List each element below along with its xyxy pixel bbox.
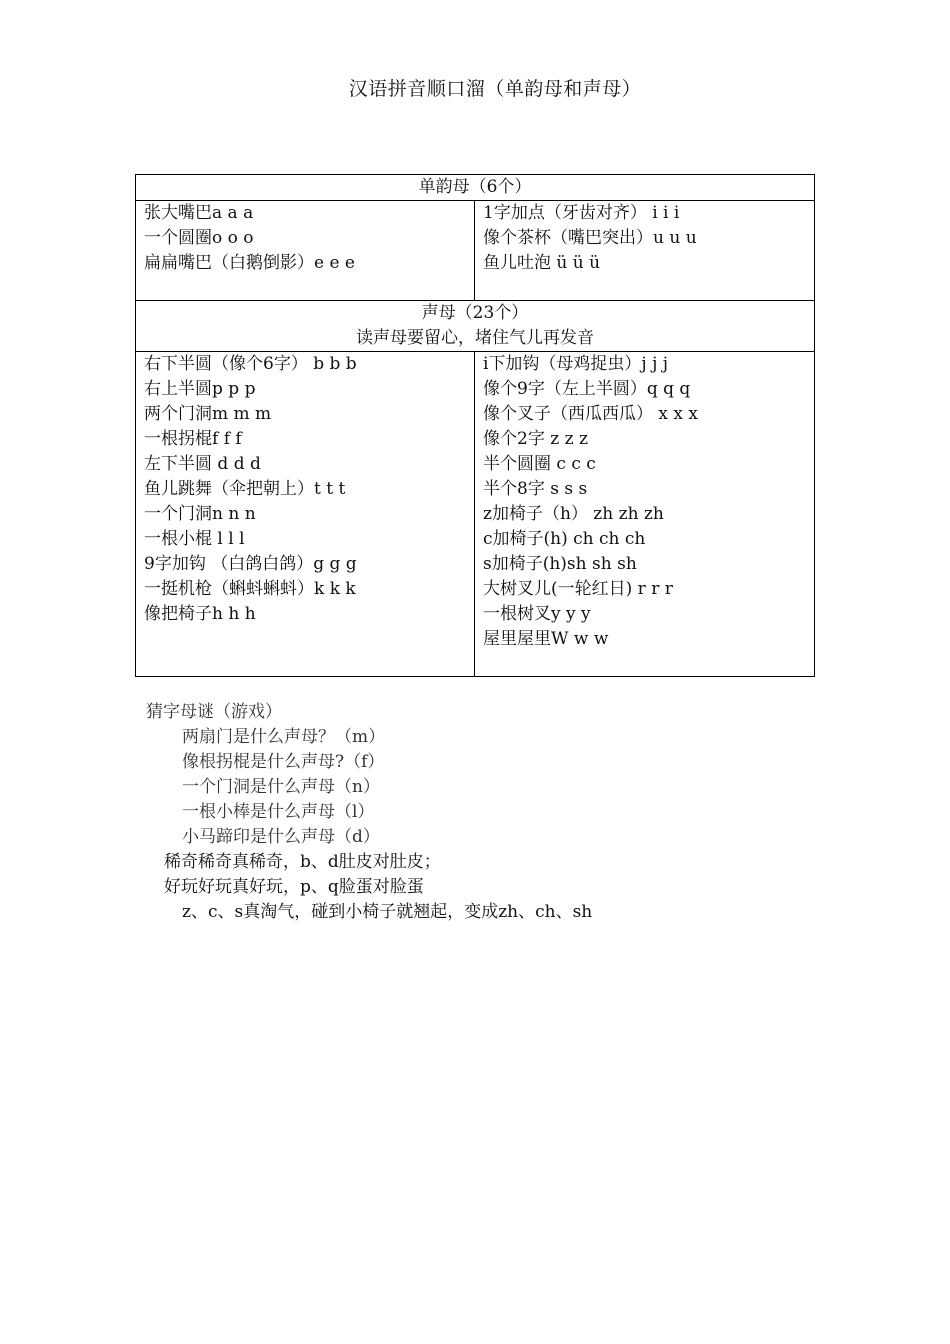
vowels-left-column bbox=[136, 201, 475, 300]
consonants-header-subtitle: 读声母要留心，堵住气儿再发音 bbox=[356, 328, 594, 348]
vowel-line: 1字加点（牙齿对齐） i i i bbox=[483, 203, 680, 223]
game-heading: 猜字母谜（游戏） bbox=[146, 702, 282, 722]
vowel-line: 像个茶杯（嘴巴突出）u u u bbox=[483, 228, 697, 248]
rhymes-section bbox=[164, 850, 592, 925]
consonant-line: 半个圆圈 c c c bbox=[483, 454, 596, 474]
consonant-line: z加椅子（h） zh zh zh bbox=[483, 504, 664, 524]
consonant-line: 右上半圆p p p bbox=[144, 379, 256, 399]
consonant-line: 一挺机枪（蝌蚪蝌蚪）k k k bbox=[144, 579, 356, 599]
consonant-line: 一根拐棍f f f bbox=[144, 429, 242, 449]
pinyin-table bbox=[135, 174, 815, 677]
consonants-row bbox=[136, 352, 814, 676]
riddle-line: 像根拐棍是什么声母?（f） bbox=[182, 752, 385, 772]
consonant-line: c加椅子(h) ch ch ch bbox=[483, 529, 646, 549]
consonants-right-column bbox=[475, 352, 814, 676]
rhyme-line: z、c、s真淘气，碰到小椅子就翘起，变成zh、ch、sh bbox=[182, 902, 593, 922]
vowel-line: 一个圆圈o o o bbox=[144, 228, 254, 248]
vowel-line: 张大嘴巴a a a bbox=[144, 203, 254, 223]
rhyme-line: 好玩好玩真好玩，p、q脸蛋对脸蛋 bbox=[164, 877, 424, 897]
consonants-left-column bbox=[136, 352, 475, 676]
consonant-line: 像个2字 z z z bbox=[483, 429, 588, 449]
riddle-line: 两扇门是什么声母？（m） bbox=[182, 727, 386, 747]
vowels-row bbox=[136, 201, 814, 301]
vowel-line: 扁扁嘴巴（白鹅倒影）e e e bbox=[144, 253, 355, 273]
consonant-line: 两个门洞m m m bbox=[144, 404, 272, 424]
riddle-line: 小马蹄印是什么声母（d） bbox=[182, 827, 380, 847]
vowel-line: 鱼儿吐泡 ü ü ü bbox=[483, 253, 601, 273]
vowels-right-column bbox=[475, 201, 814, 300]
consonant-line: 半个8字 s s s bbox=[483, 479, 588, 499]
consonant-line: 一根树叉y y y bbox=[483, 604, 591, 624]
riddle-line: 一个门洞是什么声母（n） bbox=[182, 777, 380, 797]
consonant-line: 9字加钩 （白鸽白鸽）g g g bbox=[144, 554, 357, 574]
page-title: 汉语拼音顺口溜（单韵母和声母） bbox=[348, 78, 642, 100]
rhyme-line: 稀奇稀奇真稀奇，b、d肚皮对肚皮； bbox=[164, 852, 441, 872]
consonant-line: 大树叉儿(一轮红日) r r r bbox=[483, 579, 673, 599]
consonant-line: i下加钩（母鸡捉虫）j j j bbox=[483, 354, 669, 374]
consonant-line: 鱼儿跳舞（伞把朝上）t t t bbox=[144, 479, 346, 499]
consonant-line: 像个叉子（西瓜西瓜） x x x bbox=[483, 404, 698, 424]
consonant-line: 屋里屋里W w w bbox=[483, 629, 609, 649]
consonant-line: 像把椅子h h h bbox=[144, 604, 256, 624]
consonants-header-title: 声母（23个） bbox=[421, 303, 529, 323]
consonant-line: 右下半圆（像个6字） b b b bbox=[144, 354, 357, 374]
consonant-line: 一个门洞n n n bbox=[144, 504, 256, 524]
consonant-line: 一根小棍 l l l bbox=[144, 529, 245, 549]
consonant-line: 左下半圆 d d d bbox=[144, 454, 261, 474]
consonant-line: s加椅子(h)sh sh sh bbox=[483, 554, 637, 574]
riddle-line: 一根小棒是什么声母（l） bbox=[182, 802, 375, 822]
consonant-line: 像个9字（左上半圆）q q q bbox=[483, 379, 691, 399]
letter-riddle-game bbox=[146, 700, 385, 850]
vowels-header: 单韵母（6个） bbox=[136, 175, 814, 201]
consonants-header bbox=[136, 301, 814, 352]
